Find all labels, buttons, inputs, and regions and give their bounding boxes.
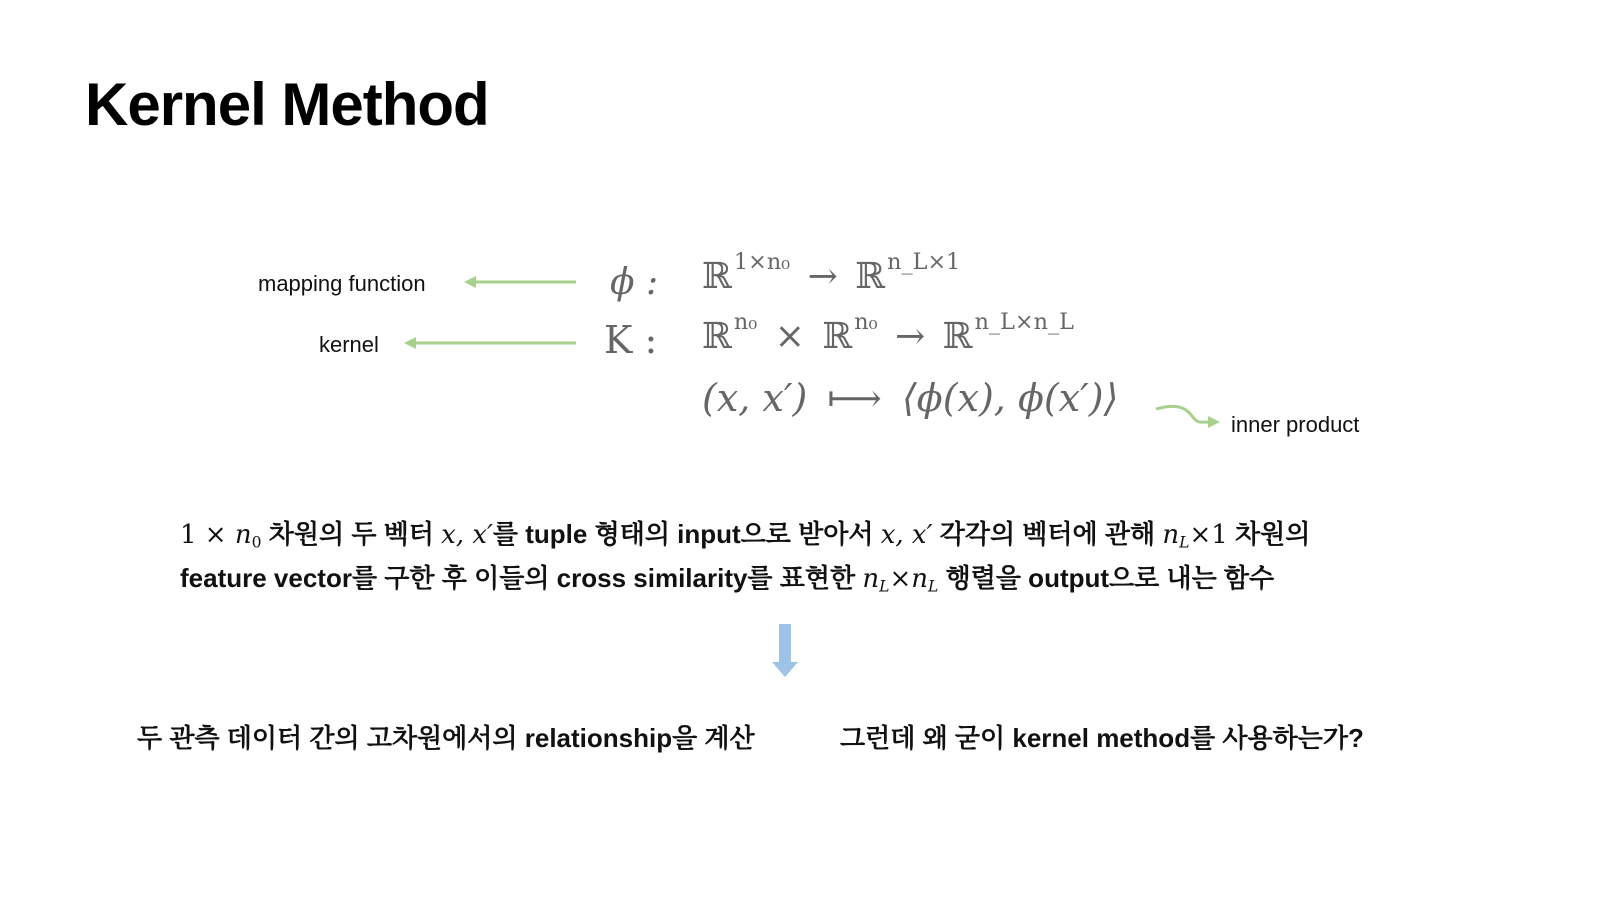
k-times: ×: [774, 316, 805, 357]
k-domain-2: ℝ$^{n_0}$: [822, 309, 878, 357]
mapsto-arrow: ⟼: [827, 376, 882, 420]
var-x-xprime: x, x′: [441, 520, 493, 550]
dim-nLx1: $n_L\times 1$: [1162, 520, 1228, 552]
bottom-right-question: 그런데 왜 굳이 kernel method를 사용하는가?: [840, 723, 1364, 753]
k-domain-1: ℝ$^{n_0}$: [702, 309, 758, 357]
pair-input: (x, x′): [702, 376, 808, 420]
k-codomain: ℝ$^{n\_L\times n\_L}$: [942, 309, 1074, 357]
down-arrow-icon: [772, 624, 798, 677]
phi-symbol: ϕ :: [610, 262, 659, 303]
k-symbol: K :: [604, 318, 658, 362]
kernel-arrow: [404, 337, 576, 349]
var-x-xprime-2: x, x′: [880, 520, 933, 550]
description-line-1: $1 \times n_0$ 차원의 두 벡터 x, x′를 tuple 형태의 input으로 받아서 x, x′ 각각의 벡터에 관해 $n_L\times 1$ 차원의: [180, 519, 1311, 552]
slide-title: Kernel Method: [85, 71, 489, 138]
kernel-mapping: [702, 309, 1074, 357]
phi-arrow: →: [807, 256, 838, 297]
bottom-left-statement: 두 관측 데이터 간의 고차원에서의 relationship을 계산: [137, 723, 755, 753]
inner-product-formula: [702, 376, 1118, 420]
inner-product-output: ⟨ϕ(x), ϕ(x′)⟩: [901, 376, 1119, 420]
kernel-label: kernel: [319, 332, 379, 357]
dim-1xn0: $1 \times n_0$: [180, 520, 262, 552]
phi-codomain: ℝ$^{n\_L\times 1}$: [855, 249, 961, 297]
inner-product-label: inner product: [1231, 412, 1360, 437]
phi-domain: ℝ$^{1\times n_0}$: [702, 249, 791, 297]
mapping-function-arrow: [464, 276, 576, 288]
inner-product-arrow: [1156, 406, 1220, 428]
mapping-function-label: mapping function: [258, 271, 426, 296]
description-line-2: feature vector를 구한 후 이들의 cross similarity를 표현한 $n_L\times n_L$ 행렬을 output으로 내는 함수: [180, 563, 1275, 596]
dim-nLxnL: $n_L\times n_L$: [862, 564, 939, 596]
k-arrow: →: [895, 316, 926, 357]
phi-mapping: [702, 249, 961, 297]
